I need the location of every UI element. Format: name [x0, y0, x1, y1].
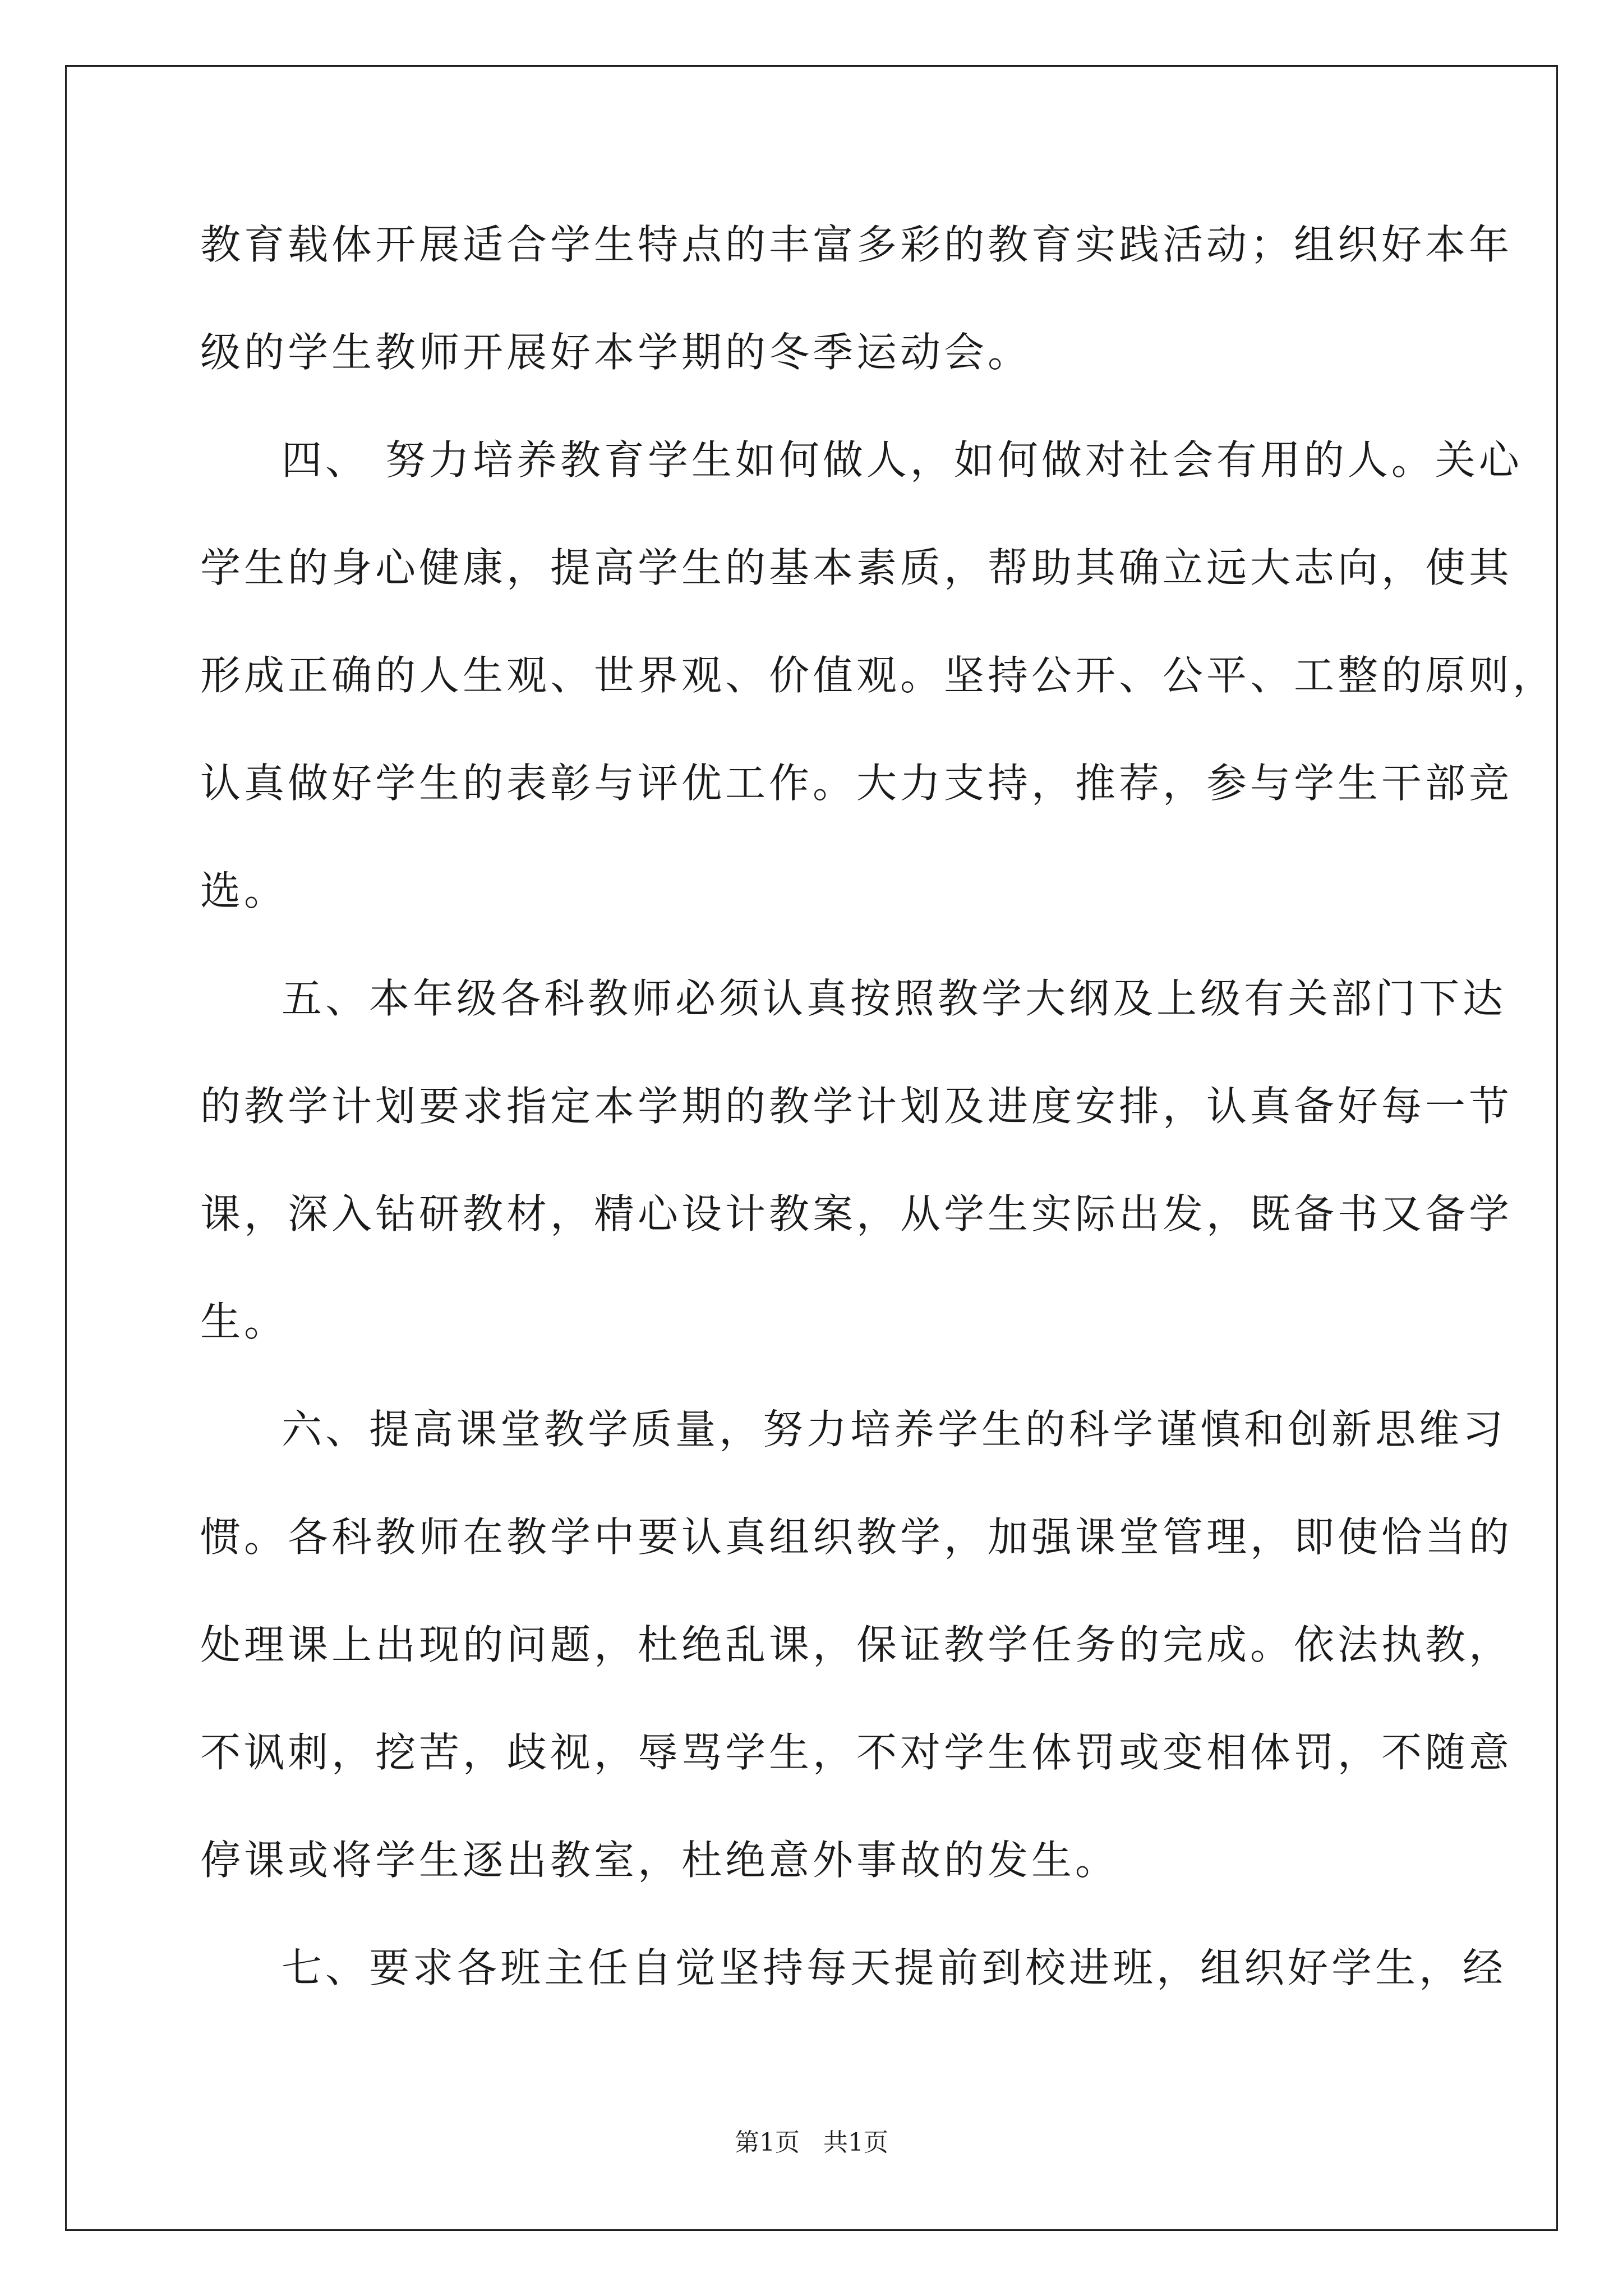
text-line: 课，深入钻研教材，精心设计教案，从学生实际出发，既备书又备学	[200, 1190, 1513, 1237]
text-line: 选。	[200, 867, 288, 914]
text-line: 的教学计划要求指定本学期的教学计划及进度安排，认真备好每一节	[200, 1083, 1513, 1130]
text-line: 学生的身心健康，提高学生的基本素质，帮助其确立远大志向，使其	[200, 544, 1513, 591]
text-line: 认真做好学生的表彰与评优工作。大力支持，推荐，参与学生干部竞	[200, 760, 1513, 807]
page-footer: 第1页 共1页	[735, 2128, 888, 2157]
text-line: 形成正确的人生观、世界观、价值观。坚持公开、公平、工整的原则，	[200, 652, 1557, 699]
text-line: 教育载体开展适合学生特点的丰富多彩的教育实践活动；组织好本年	[200, 221, 1513, 268]
document-body	[200, 218, 1557, 2049]
text-line: 级的学生教师开展好本学期的冬季运动会。	[200, 329, 1032, 376]
paragraph-start-line: 五、本年级各科教师必须认真按照教学大纲及上级有关部门下达	[282, 975, 1507, 1022]
paragraph-start-line: 六、提高课堂教学质量，努力培养学生的科学谨慎和创新思维习	[282, 1406, 1507, 1453]
text-line: 生。	[200, 1298, 288, 1345]
paragraph-start-line: 七、要求各班主任自觉坚持每天提前到校进班，组织好学生，经	[282, 1944, 1507, 1991]
text-line: 不讽刺，挖苦，歧视，辱骂学生，不对学生体罚或变相体罚，不随意	[200, 1729, 1513, 1776]
text-line: 惯。各科教师在教学中要认真组织教学，加强课堂管理，即使恰当的	[200, 1513, 1513, 1561]
text-line: 停课或将学生逐出教室，杜绝意外事故的发生。	[200, 1837, 1119, 1884]
paragraph-start-line: 四、 努力培养教育学生如何做人，如何做对社会有用的人。关心	[282, 436, 1523, 484]
text-line: 处理课上出现的问题，杜绝乱课，保证教学任务的完成。依法执教，	[200, 1621, 1513, 1668]
